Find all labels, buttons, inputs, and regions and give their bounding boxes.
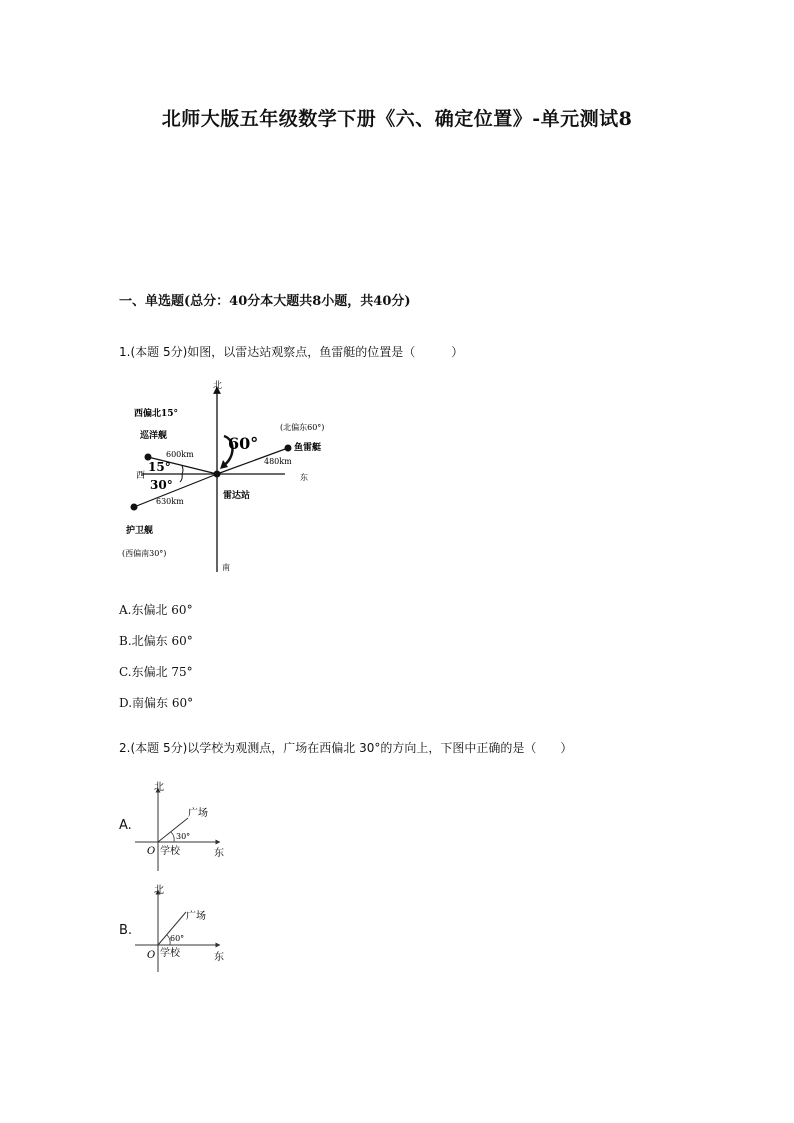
- figure-a: [130, 776, 240, 876]
- figure-b-school: 学校: [160, 948, 180, 959]
- radar-diagram: [110, 376, 360, 576]
- angle-30-label: 30°: [150, 478, 173, 492]
- torpedo-boat-label: 鱼雷艇: [294, 443, 322, 453]
- option-d[interactable]: D.南偏东 60°: [119, 696, 194, 710]
- torpedo-distance-label: 480km: [264, 457, 292, 466]
- cruiser-direction-label: 西偏北15°: [134, 409, 179, 419]
- figure-b-origin: O: [147, 950, 156, 961]
- figure-a-school: 学校: [160, 846, 180, 857]
- cruiser-label: 巡洋舰: [140, 431, 168, 441]
- frigate-distance-label: 630km: [156, 497, 184, 506]
- figure-a-square: 广场: [188, 808, 208, 819]
- document-title: 北师大版五年级数学下册《六、确定位置》-单元测试8: [161, 108, 633, 130]
- figure-a-letter[interactable]: A.: [119, 818, 132, 833]
- frigate-label: 护卫舰: [126, 526, 154, 536]
- radar-station-point: [214, 471, 221, 478]
- question-1-text: 1.(本题 5分)如图，以雷达站观察点，鱼雷艇的位置是（ ）: [119, 345, 464, 359]
- figure-a-north: 北: [154, 782, 164, 793]
- east-label: 东: [300, 473, 308, 482]
- angle-15-label: 15°: [148, 460, 171, 474]
- figure-b-letter[interactable]: B.: [119, 923, 133, 938]
- option-a[interactable]: A.东偏北 60°: [119, 603, 193, 617]
- cruiser-distance-label: 600km: [166, 450, 194, 459]
- figure-b-north: 北: [154, 885, 164, 896]
- south-label: 南: [222, 563, 230, 572]
- option-c[interactable]: C.东偏北 75°: [119, 665, 193, 679]
- option-b[interactable]: B.北偏东 60°: [119, 634, 193, 648]
- figure-b-angle: 60°: [170, 934, 185, 943]
- torpedo-boat-point: [285, 445, 292, 452]
- figure-a-angle: 30°: [176, 832, 191, 841]
- figure-a-east: 东: [214, 848, 224, 859]
- section-heading: 一、单选题(总分：40分本大题共8小题，共40分): [119, 294, 411, 309]
- north-label: 北: [213, 381, 223, 391]
- west-label: 西: [136, 471, 146, 481]
- figure-b-square: 广场: [186, 911, 206, 922]
- figure-a-origin: O: [147, 846, 156, 857]
- figure-b-east: 东: [214, 952, 224, 963]
- station-label: 雷达站: [223, 491, 251, 501]
- torpedo-direction-label: (北偏东60°): [280, 423, 325, 432]
- question-2-text: 2.(本题 5分)以学校为观测点，广场在西偏北 30°的方向上，下图中正确的是（ ）: [119, 741, 573, 755]
- figure-b: [130, 880, 240, 980]
- angle-60-label: 60°: [228, 434, 259, 453]
- frigate-direction-label: (西偏南30°): [122, 549, 167, 558]
- frigate-point: [131, 504, 138, 511]
